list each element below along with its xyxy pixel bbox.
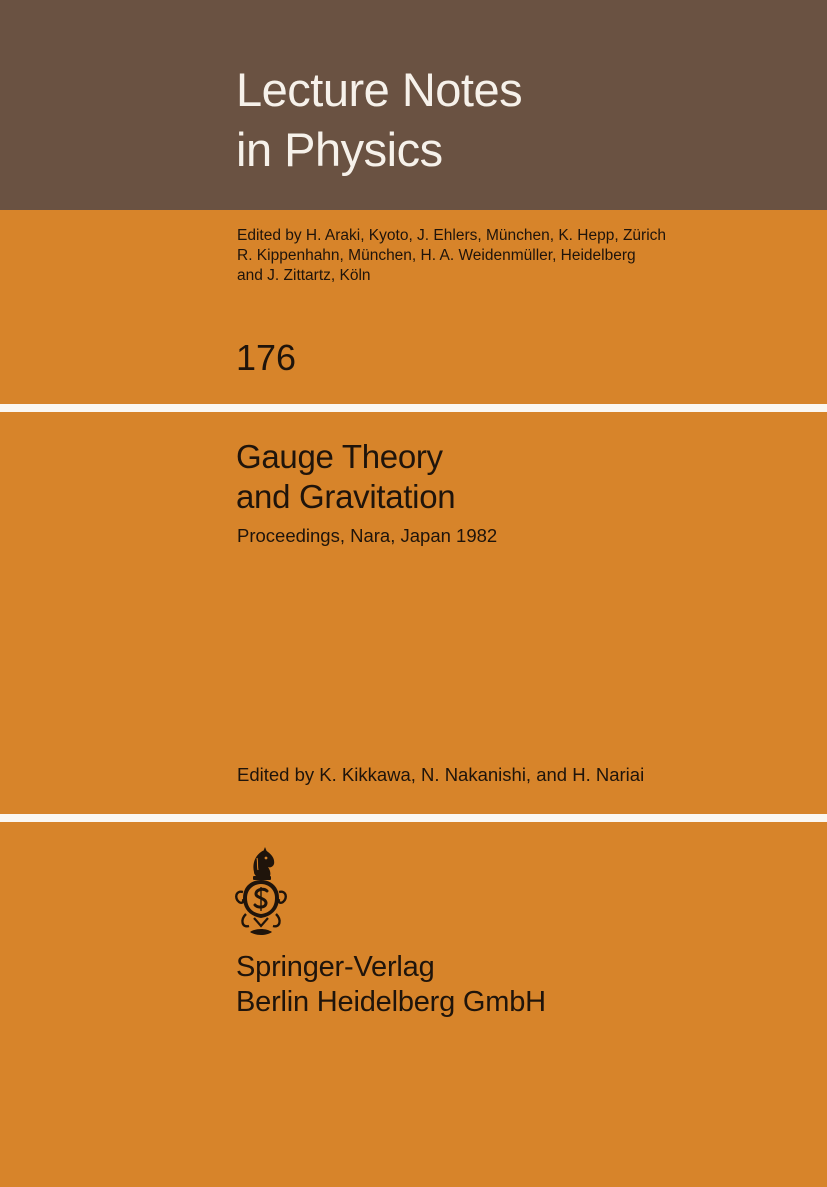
series-header-band	[0, 0, 827, 210]
book-subtitle: Proceedings, Nara, Japan 1982	[237, 525, 498, 546]
springer-knight-logo-icon	[230, 846, 292, 944]
book-title-line-2: and Gravitation	[236, 478, 456, 515]
volume-editors: Edited by K. Kikkawa, N. Nakanishi, and H. Nariai	[237, 764, 645, 785]
series-editors-line-1: Edited by H. Araki, Kyoto, J. Ehlers, München, K. Hepp, Zürich	[237, 227, 667, 244]
series-title-line-1: Lecture Notes	[236, 63, 523, 116]
publisher-location: Berlin Heidelberg GmbH	[236, 986, 546, 1018]
divider-bottom	[0, 814, 827, 822]
book-title-line-1: Gauge Theory	[236, 438, 443, 475]
series-editors-line-3: and J. Zittartz, Köln	[237, 267, 371, 284]
volume-number: 176	[236, 337, 297, 378]
divider-top	[0, 404, 827, 412]
series-title-line-2: in Physics	[236, 123, 443, 176]
series-editors-line-2: R. Kippenhahn, München, H. A. Weidenmüller, Heidelberg	[237, 247, 636, 264]
publisher-name: Springer-Verlag	[236, 951, 435, 983]
